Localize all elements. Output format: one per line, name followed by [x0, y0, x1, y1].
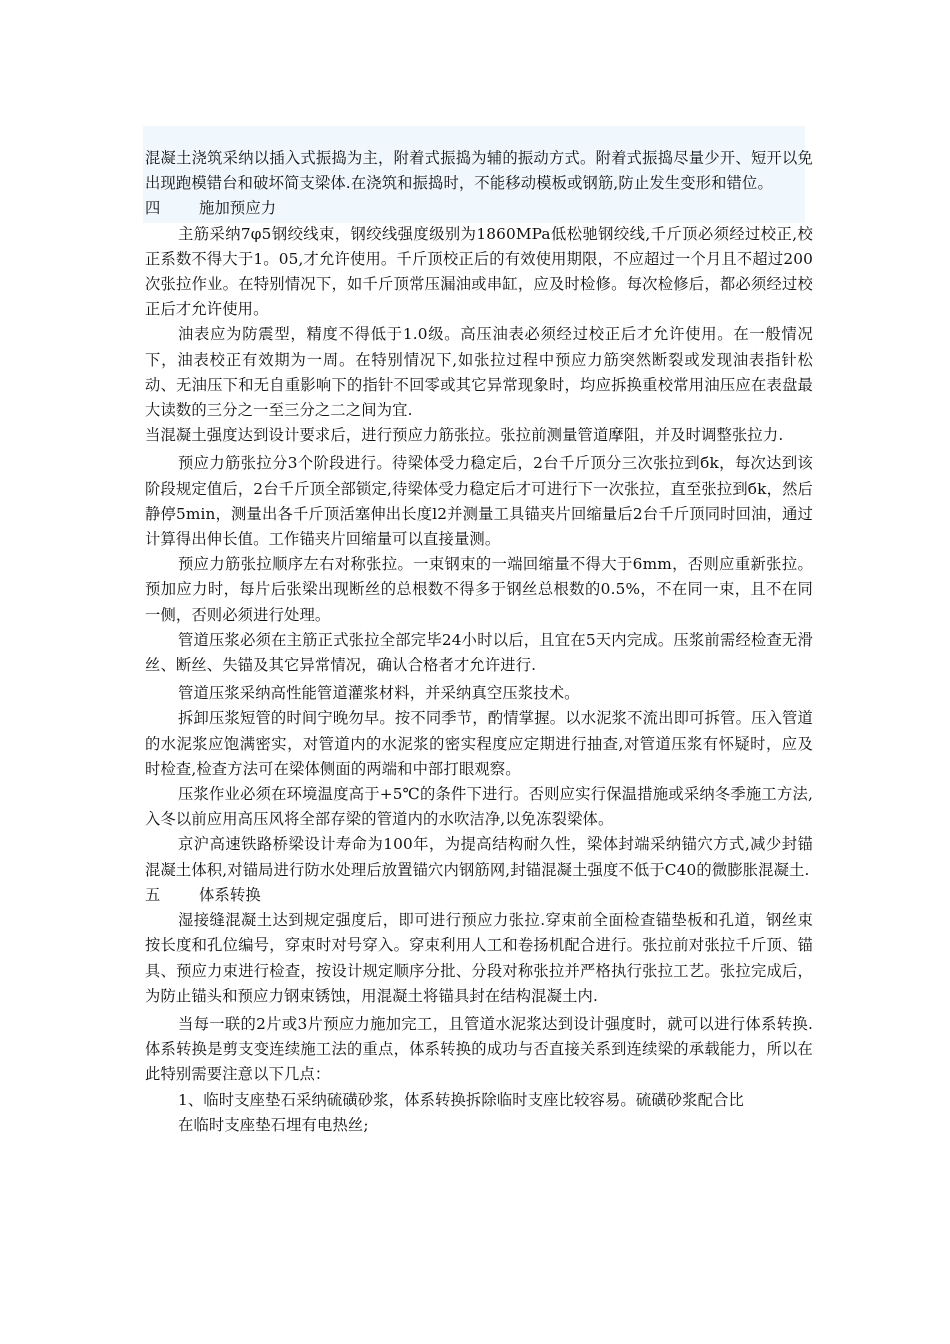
paragraph: 当混凝土强度达到设计要求后，进行预应力筋张拉。张拉前测量管道摩阻，并及时调整张拉力.	[145, 426, 784, 445]
paragraph: 预应力筋张拉顺序左右对称张拉。一束钢束的一端回缩量不得大于6mm，否则应重新张拉。预加应力时，每片后张梁出现断丝的总根数不得多于钢丝总根数的0.5%，不在同一束，且不在同一侧，否则必须进行处理。	[145, 555, 813, 624]
paragraph: 湿接缝混凝土达到规定强度后，即可进行预应力张拉.穿束前全面检查锚垫板和孔道，钢丝束按长度和孔位编号，穿束时对号穿入。穿束利用人工和卷扬机配合进行。张拉前对张拉千斤顶、锚具、预应力束进行检查，按设计规定顺序分批、分段对称张拉并严格执行张拉工艺。张拉完成后，为防止锚头和预应力钢束锈蚀，用混凝土将锚具封在结构混凝土内.	[145, 911, 813, 1005]
section-title: 施加预应力	[199, 199, 277, 218]
document-body	[145, 146, 813, 1138]
paragraph: 压浆作业必须在环境温度高于+5℃的条件下进行。否则应实行保温措施或采纳冬季施工方法,入冬以前应用高压风将全部存梁的管道内的水吹洁净,以免冻裂梁体。	[145, 785, 813, 829]
paragraph: 主筋采纳7φ5钢绞线束，钢绞线强度级别为1860MPa低松驰钢绞线,千斤顶必须经过校正,校正系数不得大于1。05,才允许使用。千斤顶校正后的有效使用期限，不应超过一个月且不超过200次张拉作业。在特别情况下，如千斤顶常压漏油或串缸，应及时检修。每次检修后，都必须经过校正后才允许使用。	[145, 224, 813, 319]
paragraph: 混凝土浇筑采纳以插入式振捣为主，附着式振捣为辅的振动方式。附着式振捣尽量少开、短开以免出现跑模错台和破坏简支梁体.在浇筑和振捣时，不能移动模板或钢筋,防止发生变形和错位。	[145, 149, 813, 193]
section-heading	[145, 196, 813, 221]
paragraph: 拆卸压浆短管的时间宁晚勿早。按不同季节，酌情掌握。以水泥浆不流出即可拆管。压入管道的水泥浆应饱满密实，对管道内的水泥浆的密实程度应定期进行抽查,对管道压浆有怀疑时，应及时检查,检查方法可在梁体侧面的两端和中部打眼观察。	[145, 709, 813, 778]
paragraph: 油表应为防震型，精度不得低于1.0级。高压油表必须经过校正后才允许使用。在一般情况下，油表校正有效期为一周。在特别情况下,如张拉过程中预应力筋突然断裂或发现油表指针松动、无油压下和无自重影响下的指针不回零或其它异常现象时，均应拆换重校常用油压应在表盘最大读数的三分之一至三分之二之间为宜.	[145, 325, 813, 420]
paragraph: 管道压浆采纳高性能管道灌浆材料，并采纳真空压浆技术。	[178, 684, 580, 703]
paragraph: 当每一联的2片或3片预应力施加完工，且管道水泥浆达到设计强度时，就可以进行体系转换.体系转换是剪支变连续施工法的重点，体系转换的成功与否直接关系到连续梁的承载能力，所以在此特别需要注意以下几点：	[145, 1014, 813, 1084]
section-number: 四	[145, 199, 161, 218]
paragraph: 在临时支座垫石埋有电热丝;	[178, 1115, 369, 1134]
section-number: 五	[145, 885, 161, 904]
paragraph: 1、临时支座垫石采纳硫磺砂浆，体系转换拆除临时支座比较容易。硫磺砂浆配合比	[178, 1090, 744, 1109]
paragraph: 管道压浆必须在主筋正式张拉全部完毕24小时以后，且宜在5天内完成。压浆前需经检查无滑丝、断丝、失锚及其它异常情况，确认合格者才允许进行.	[145, 630, 813, 675]
paragraph: 京沪高速铁路桥梁设计寿命为100年，为提高结构耐久性，梁体封端采纳锚穴方式,减少封锚混凝土体积,对锚局进行防水处理后放置锚穴内钢筋网,封锚混凝土强度不低于C40的微膨胀混凝土.	[145, 835, 813, 879]
paragraph: 预应力筋张拉分3个阶段进行。待梁体受力稳定后，2台千斤顶分三次张拉到бk，每次达到该阶段规定值后，2台千斤顶全部锁定,待梁体受力稳定后才可进行下一次张拉，直至张拉到бk，然后静停5min，测量出各千斤顶活塞伸出长度l2并测量工具锚夹片回缩量后2台千斤顶同时回油，通过计算得出伸长值。工作锚夹片回缩量可以直接量测。	[145, 454, 813, 549]
section-title: 体系转换	[199, 885, 261, 904]
section-heading	[145, 883, 813, 908]
